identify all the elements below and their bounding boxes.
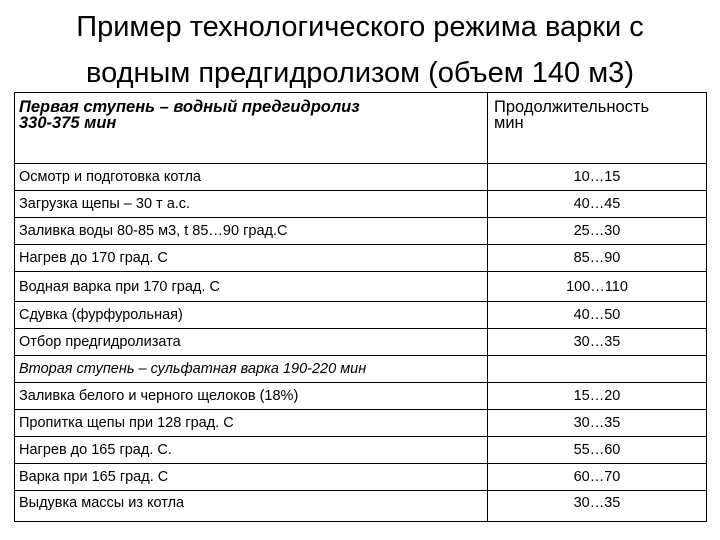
table-row — [15, 164, 707, 191]
stage1-title: Первая ступень – водный предгидролиз — [19, 98, 360, 116]
page-title — [0, 4, 720, 96]
duration-cell — [488, 356, 707, 383]
operation-cell: Нагрев до 165 град. С. — [15, 437, 488, 464]
table-row — [15, 410, 707, 437]
duration-cell: 25…30 — [488, 218, 707, 245]
operation-cell: Сдувка (фурфурольная) — [15, 302, 488, 329]
table-header-row — [15, 93, 707, 164]
duration-cell: 60…70 — [488, 464, 707, 491]
operation-cell: Заливка белого и черного щелоков (18%) — [15, 383, 488, 410]
table-row — [15, 272, 707, 302]
table-row — [15, 437, 707, 464]
operation-cell: Отбор предгидролизата — [15, 329, 488, 356]
operation-cell: Загрузка щепы – 30 т а.с. — [15, 191, 488, 218]
duration-cell: 10…15 — [488, 164, 707, 191]
operation-cell: Варка при 165 град. С — [15, 464, 488, 491]
duration-cell: 40…45 — [488, 191, 707, 218]
duration-cell: 100…110 — [488, 272, 707, 302]
stage2-header-row — [15, 356, 707, 383]
stage2-header: Вторая ступень – сульфатная варка 190-220 мин — [15, 356, 488, 383]
operation-cell: Нагрев до 170 град. С — [15, 245, 488, 272]
duration-cell: 85…90 — [488, 245, 707, 272]
table-row — [15, 491, 707, 522]
title-line-2: водным предгидролизом (объем 140 м3) — [86, 57, 634, 89]
operation-cell: Пропитка щепы при 128 град. С — [15, 410, 488, 437]
duration-cell: 40…50 — [488, 302, 707, 329]
stage1-header — [15, 93, 488, 164]
title-line-1: Пример технологического режима варки с — [76, 11, 644, 43]
table-row — [15, 329, 707, 356]
operation-cell: Выдувка массы из котла — [15, 491, 488, 522]
table-row — [15, 245, 707, 272]
table-row — [15, 302, 707, 329]
table-row — [15, 464, 707, 491]
duration-cell: 55…60 — [488, 437, 707, 464]
duration-cell: 30…35 — [488, 491, 707, 522]
duration-header — [488, 93, 707, 164]
operation-cell: Водная варка при 170 град. С — [15, 272, 488, 302]
operation-cell: Осмотр и подготовка котла — [15, 164, 488, 191]
operation-cell: Заливка воды 80-85 м3, t 85…90 град.С — [15, 218, 488, 245]
duration-cell: 30…35 — [488, 329, 707, 356]
table-row — [15, 383, 707, 410]
table-row — [15, 218, 707, 245]
table-row — [15, 191, 707, 218]
duration-cell: 15…20 — [488, 383, 707, 410]
duration-header-line-2: мин — [494, 114, 524, 132]
duration-header-line-1: Продолжительность — [494, 98, 650, 116]
process-table — [14, 92, 707, 522]
duration-cell: 30…35 — [488, 410, 707, 437]
stage1-duration: 330-375 мин — [19, 114, 117, 132]
